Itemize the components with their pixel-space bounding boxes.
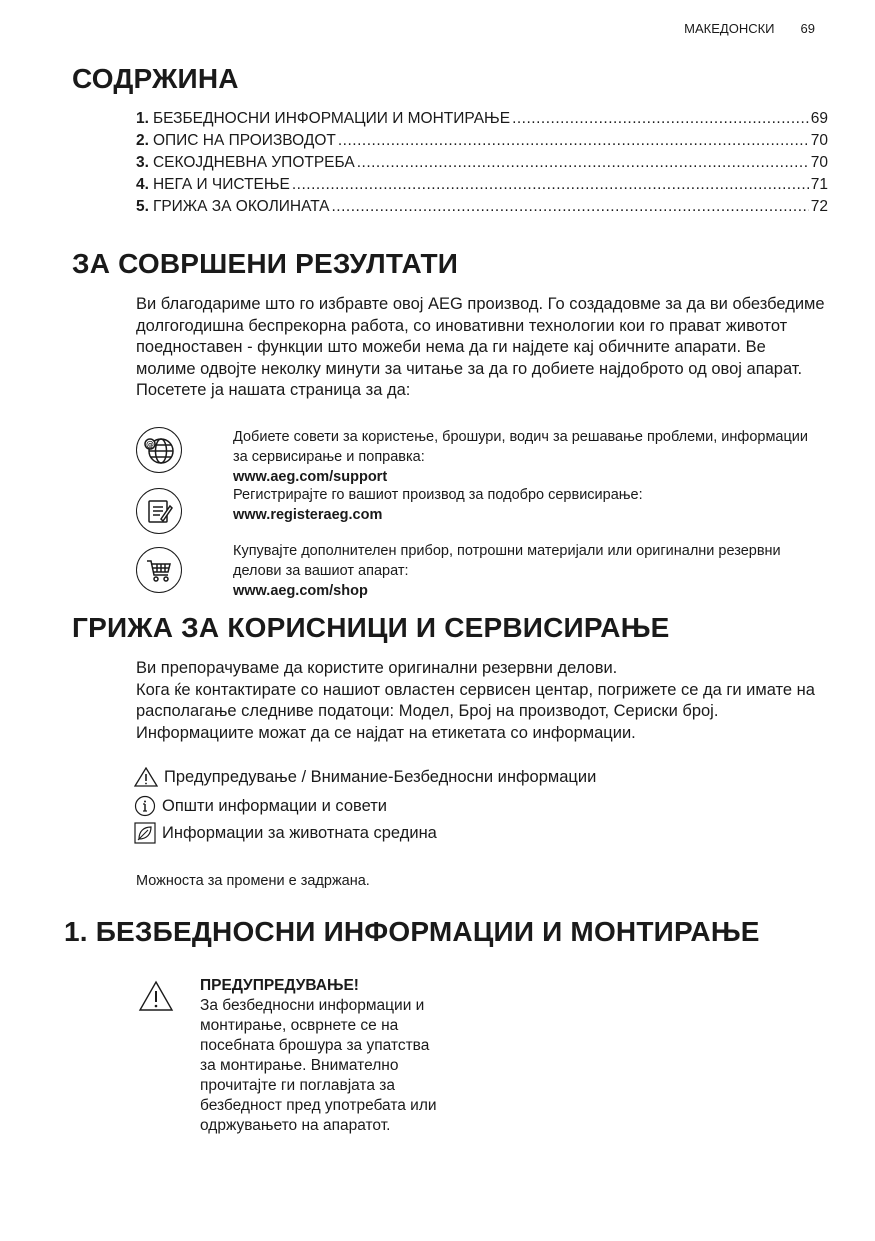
leaf-icon (134, 822, 156, 844)
safety-warning (200, 976, 440, 1136)
shop-block: Купувајте дополнителен прибор, потрошни материјали или оригинални резервни делови за вашиот апарат: www.aeg.com/shop (233, 541, 823, 601)
page-number: 69 (800, 21, 815, 36)
legend-info: Општи информации и совети (134, 795, 387, 817)
support-link[interactable]: www.aeg.com/support (233, 469, 388, 485)
care-text: Ви препорачуваме да користите оригинални резервни делови. Кога ќе контактирате со нашиот овластен сервисен центар, погрижете се да ги имате на располагање следниве податоци: Модел, Број на производот, Сериски број. Информациите можат да се најдат на етикетата со информации. (136, 659, 815, 742)
changes-note: Можноста за промени е задржана. (136, 873, 370, 889)
toc-item-2[interactable]: 2. ОПИС НА ПРОИЗВОДОТ ..... 70 (136, 132, 828, 154)
shopping-cart-icon (136, 547, 182, 593)
toc-item-1[interactable]: 1. БЕЗБЕДНОСНИ ИНФОРМАЦИИ И МОНТИРАЊЕ ..... 69 (136, 110, 828, 132)
register-link[interactable]: www.registeraeg.com (233, 507, 383, 523)
warning-title: ПРЕДУПРЕДУВАЊЕ! (200, 977, 359, 994)
shop-link[interactable]: www.aeg.com/shop (233, 583, 368, 599)
svg-text:@: @ (146, 440, 154, 449)
language-label: МАКЕДОНСКИ (684, 21, 775, 36)
toc-item-4[interactable]: 4. НЕГА И ЧИСТЕЊЕ ..... 71 (136, 176, 828, 198)
globe-icon (136, 427, 182, 473)
register-form-icon (136, 488, 182, 534)
page-header (684, 21, 815, 36)
warning-triangle-icon (134, 767, 158, 787)
warning-triangle-icon (138, 980, 174, 1012)
results-title: ЗА СОВРШЕНИ РЕЗУЛТАТИ (72, 248, 459, 279)
toc-item-3[interactable]: 3. СЕКОЈДНЕВНА УПОТРЕБА ..... 70 (136, 154, 828, 176)
results-intro: Ви благодариме што го избравте овој AEG производ. Го создадовме за да ви обезбедиме долгогодишна беспрекорна работа, со иновативни технологии кои го прават животот поедноставен - функции што можеби нема да ги најдете кај обичните апарати. Ве молиме одвојте неколку минути за читање за да го добиете најдоброто од овој апарат. Посетете ја нашата страница за да: (136, 295, 825, 399)
safety-section-title: 1. БЕЗБЕДНОСНИ ИНФОРМАЦИИ И МОНТИРАЊЕ (64, 916, 760, 947)
legend-warning: Предупредување / Внимание-Безбедносни информации (134, 767, 596, 787)
care-title: ГРИЖА ЗА КОРИСНИЦИ И СЕРВИСИРАЊЕ (72, 612, 670, 643)
legend-environment: Информации за животната средина (134, 822, 437, 844)
register-block: Регистрирајте го вашиот производ за подобро сервисирање: www.registeraeg.com (233, 485, 823, 525)
support-block: Добиете совети за користење, брошури, водич за решавање проблеми, информации за сервисирање и поправка: www.aeg.com/support (233, 427, 823, 487)
info-icon (134, 795, 156, 817)
toc-item-5[interactable]: 5. ГРИЖА ЗА ОКОЛИНАТА ..... 72 (136, 198, 828, 220)
contents-title: СОДРЖИНА (72, 63, 239, 94)
table-of-contents (136, 110, 828, 220)
warning-text: За безбедносни информации и монтирање, осврнете се на посебната брошура за упатства за монтирање. Внимателно прочитајте ги поглавјата за безбедност пред употребата или одржувањето на апаратот. (200, 997, 437, 1134)
